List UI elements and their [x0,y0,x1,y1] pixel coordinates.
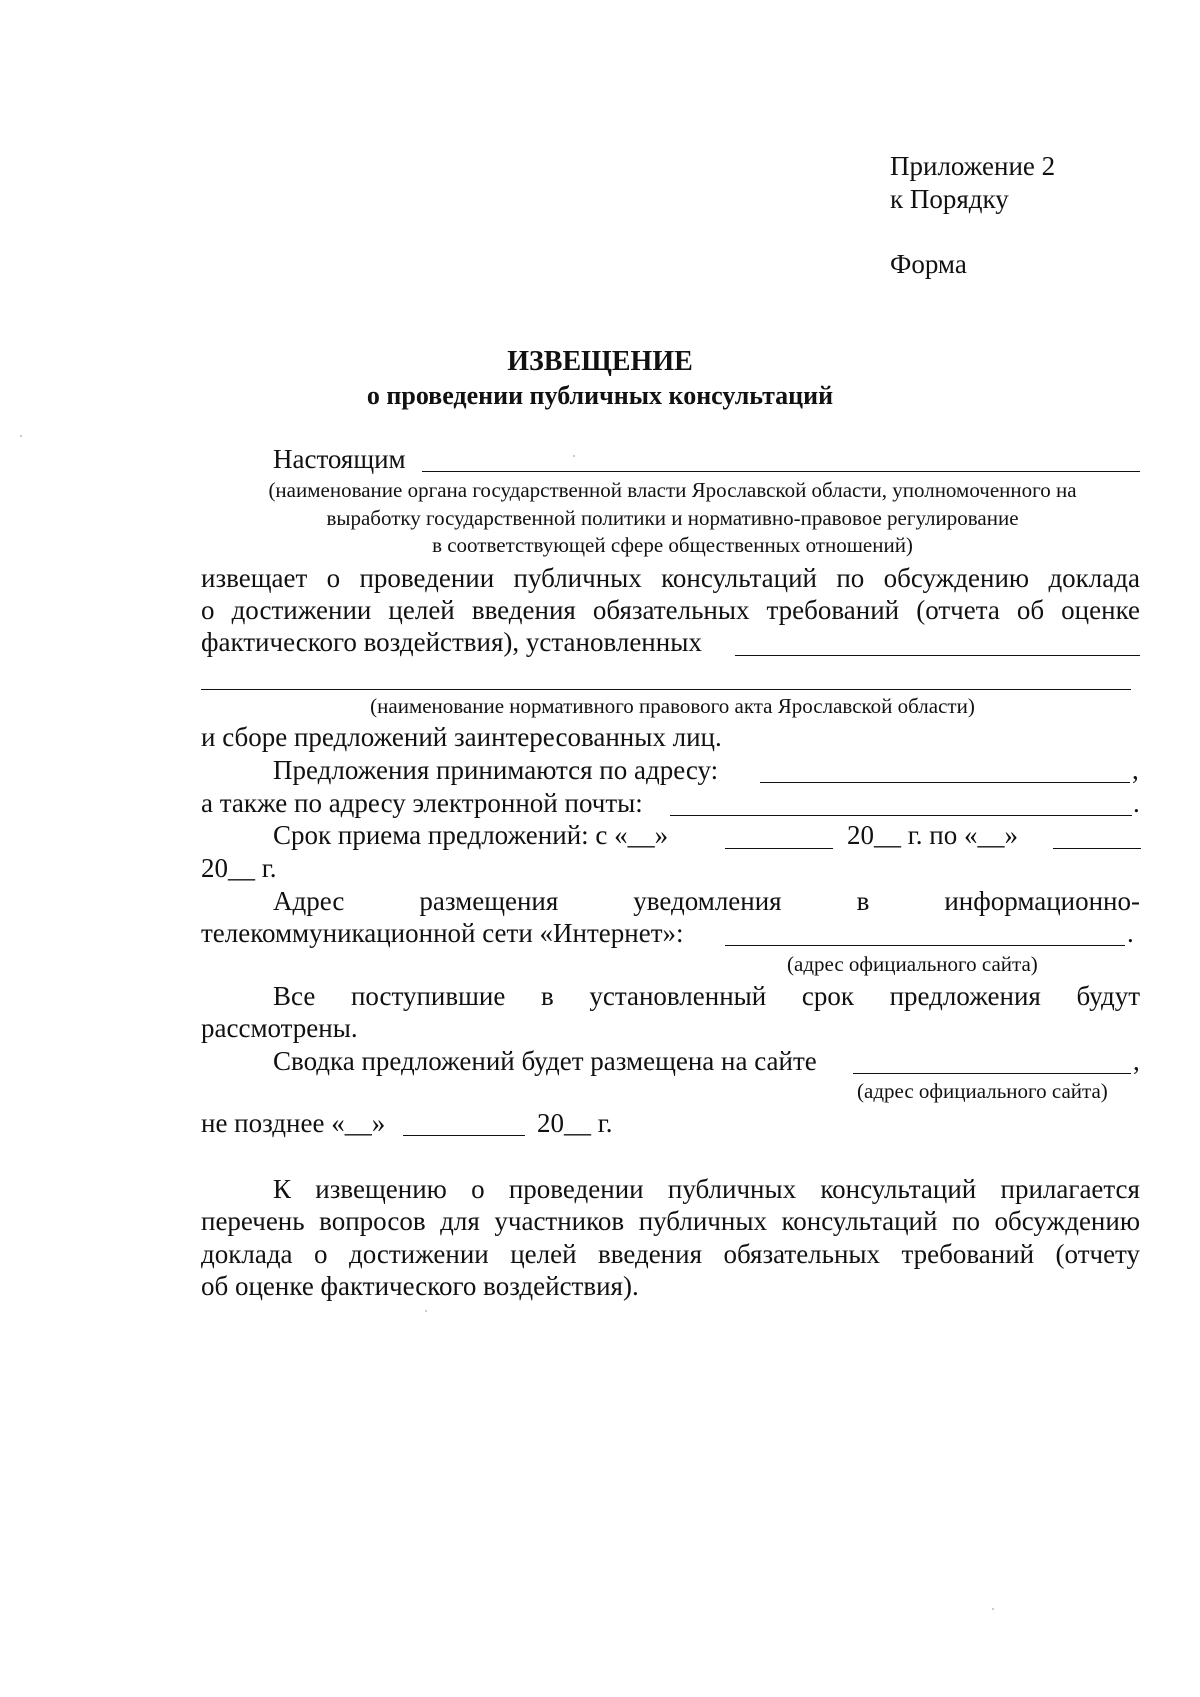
summary-label: Сводка предложений будет размещена на сайте [273,1046,817,1076]
word: проведении [359,563,495,593]
term-year-to: 20__ г. по «__» [847,820,1018,850]
term-label: Срок приема предложений: с «__» [273,820,669,850]
notify-line-2: о достижении целей введения обязательных требований (отчета об оценке [201,595,1140,625]
considered-text: рассмотрены. [201,1013,358,1043]
appendix-target: к Порядку [890,184,1009,214]
word: публичных [513,563,642,593]
notify-line-1 [201,565,1140,592]
not-later-month-blank[interactable] [403,1135,525,1136]
site-hint-2: (адрес официального сайта) [857,1079,1108,1103]
word: в [540,981,554,1011]
document-subtitle: о проведении публичных консультаций [366,381,834,410]
address-blank[interactable] [760,782,1130,783]
attach-line-2: перечень вопросов для участников публичных консультаций по обсуждению [201,1206,1140,1236]
not-later-year: 20__ г. [537,1108,613,1138]
hereby-text: Настоящим [273,444,406,474]
address-label: Предложения принимаются по адресу: [273,755,719,785]
collect-text: и сборе предложений заинтересованных лиц. [201,722,722,752]
term-from-month-blank[interactable] [725,848,833,849]
placement-site-blank[interactable] [725,945,1125,946]
address-comma: , [1132,755,1139,785]
word: в [856,886,870,916]
word: по [836,563,865,593]
word: публичных [667,1174,797,1204]
summary-site-blank[interactable] [853,1073,1131,1074]
word: о [326,563,341,593]
email-blank[interactable] [670,815,1132,816]
all-line-1 [273,983,1140,1010]
word: консультаций [820,1174,977,1204]
word: проведении [508,1174,644,1204]
document-title: ИЗВЕЩЕНИЕ [507,346,693,377]
word: информационно- [944,886,1140,916]
word: срок [801,981,854,1011]
act-name-blank[interactable] [201,689,1131,690]
term-to-month-blank[interactable] [1053,848,1141,849]
summary-comma: , [1133,1046,1140,1076]
word: доклада [1048,563,1140,593]
word: Все [273,981,316,1011]
notify-line-3: фактического воздействия), установленных [201,627,702,657]
scan-speck [992,1608,994,1610]
org-hint-line-1: (наименование органа государственной власти Ярославской области, уполномоченного на [268,478,1077,502]
word: обсуждению [883,563,1030,593]
act-hint: (наименование нормативного правового акта Ярославской области) [370,694,975,718]
scan-speck [20,435,22,437]
scan-speck [425,1310,427,1312]
word: предложения [889,981,1041,1011]
established-by-blank[interactable] [735,655,1140,656]
term-year-end: 20__ г. [201,853,277,883]
not-later-label: не позднее «__» [201,1108,386,1138]
word: извещению [315,1174,447,1204]
placement-line-1 [273,888,1140,915]
word: установленный [589,981,767,1011]
placement-line-2: телекоммуникационной сети «Интернет»: [201,918,684,948]
email-period: . [1133,788,1140,818]
word: поступившие [350,981,506,1011]
email-label: а также по адресу электронной почты: [201,788,643,818]
word: консультаций [661,563,817,593]
org-hint-line-2: выработку государственной политики и нормативно-правовое регулирование [326,506,1019,530]
scan-speck [573,455,575,457]
word: К [273,1174,292,1204]
attach-line-4: об оценке фактического воздействия). [201,1271,639,1301]
attach-line-3: доклада о достижении целей введения обязательных требований (отчету [201,1239,1140,1269]
placement-period: . [1127,918,1134,948]
word: Адрес [273,886,345,916]
attach-line-1 [273,1176,1140,1203]
org-name-blank[interactable] [422,471,1140,472]
word: уведомления [633,886,782,916]
word: размещения [419,886,559,916]
word: прилагается [1000,1174,1140,1204]
form-label: Форма [890,249,967,279]
org-hint-line-3: в соответствующей сфере общественных отношений) [432,533,913,557]
word: будут [1076,981,1140,1011]
site-hint: (адрес официального сайта) [787,952,1038,976]
appendix-number: Приложение 2 [890,151,1056,181]
word: извещает [201,563,308,593]
word: о [471,1174,485,1204]
